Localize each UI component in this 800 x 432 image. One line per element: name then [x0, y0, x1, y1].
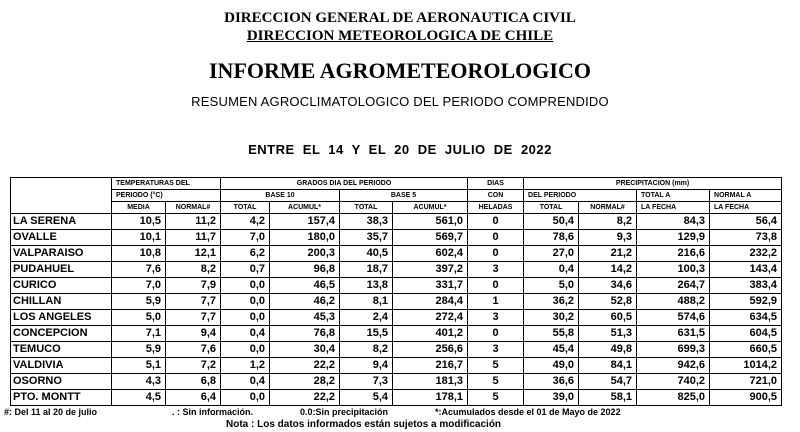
cell-total-fecha: 488,2: [637, 294, 710, 310]
la-fecha-header-1: LA FECHA: [637, 202, 710, 214]
cell-p-total: 55,8: [524, 326, 579, 342]
header-row-2: [11, 190, 782, 202]
report-period: ENTRE EL 14 Y EL 20 DE JULIO DE 2022: [248, 142, 552, 157]
cell-p-normal: 34,6: [579, 278, 637, 294]
cell-p-normal: 49,8: [579, 342, 637, 358]
cell-normal-fecha: 634,5: [710, 310, 782, 326]
media-header: MEDIA: [112, 202, 166, 214]
cell-b10-total: 0,4: [221, 374, 270, 390]
table-row: [11, 358, 782, 374]
cell-b10-total: 0,7: [221, 262, 270, 278]
cell-normal: 7,7: [166, 294, 221, 310]
cell-p-total: 50,4: [524, 214, 579, 230]
table-row: [11, 342, 782, 358]
cell-normal-fecha: 592,9: [710, 294, 782, 310]
note-final: Nota : Los datos informados están sujetos a modificación: [226, 419, 502, 430]
cell-media: 5,9: [112, 294, 166, 310]
header-row-3: [11, 202, 782, 214]
precip-group-header: PRECIPITACION (mm): [524, 178, 782, 190]
cell-station: LA SERENA: [11, 214, 112, 230]
cell-normal: 7,7: [166, 310, 221, 326]
cell-normal-fecha: 900,5: [710, 390, 782, 406]
cell-p-normal: 52,8: [579, 294, 637, 310]
cell-station: VALPARAISO: [11, 246, 112, 262]
cell-b5-acum: 569,7: [393, 230, 468, 246]
cell-b10-total: 0,0: [221, 342, 270, 358]
cell-b10-total: 0,0: [221, 278, 270, 294]
cell-p-normal: 58,1: [579, 390, 637, 406]
cell-p-total: 39,0: [524, 390, 579, 406]
cell-heladas: 3: [468, 262, 524, 278]
cell-b10-acum: 45,3: [270, 310, 340, 326]
cell-normal-fecha: 604,5: [710, 326, 782, 342]
total-precip-header: TOTAL: [524, 202, 579, 214]
cell-b5-total: 7,3: [340, 374, 393, 390]
table-row: [11, 310, 782, 326]
cell-b10-acum: 22,2: [270, 390, 340, 406]
cell-media: 10,8: [112, 246, 166, 262]
cell-normal: 7,9: [166, 278, 221, 294]
cell-b10-acum: 180,0: [270, 230, 340, 246]
cell-b10-total: 0,0: [221, 310, 270, 326]
cell-total-fecha: 699,3: [637, 342, 710, 358]
cell-normal: 7,2: [166, 358, 221, 374]
dias-header-1: DIAS: [468, 178, 524, 190]
cell-heladas: 5: [468, 390, 524, 406]
cell-p-normal: 60,5: [579, 310, 637, 326]
cell-b10-acum: 46,2: [270, 294, 340, 310]
cell-b5-total: 40,5: [340, 246, 393, 262]
cell-b5-total: 2,4: [340, 310, 393, 326]
cell-normal-fecha: 232,2: [710, 246, 782, 262]
cell-station: CURICO: [11, 278, 112, 294]
cell-b10-acum: 22,2: [270, 358, 340, 374]
cell-p-normal: 84,1: [579, 358, 637, 374]
cell-normal: 9,4: [166, 326, 221, 342]
cell-b5-acum: 331,7: [393, 278, 468, 294]
cell-heladas: 5: [468, 374, 524, 390]
cell-total-fecha: 264,7: [637, 278, 710, 294]
table-body: [11, 214, 782, 406]
cell-b5-acum: 272,4: [393, 310, 468, 326]
cell-media: 5,9: [112, 342, 166, 358]
normal-temp-header: NORMAL#: [166, 202, 221, 214]
total-a-header: TOTAL A: [637, 190, 710, 202]
cell-b5-acum: 216,7: [393, 358, 468, 374]
cell-normal: 6,8: [166, 374, 221, 390]
normal-precip-header: NORMAL#: [579, 202, 637, 214]
cell-heladas: 0: [468, 230, 524, 246]
cell-b10-acum: 30,4: [270, 342, 340, 358]
cell-station: TEMUCO: [11, 342, 112, 358]
cell-normal: 6,4: [166, 390, 221, 406]
cell-b5-total: 8,2: [340, 342, 393, 358]
cell-b5-acum: 178,1: [393, 390, 468, 406]
report-title: INFORME AGROMETEOROLOGICO: [209, 58, 591, 83]
cell-p-total: 5,0: [524, 278, 579, 294]
cell-heladas: 1: [468, 294, 524, 310]
cell-total-fecha: 740,2: [637, 374, 710, 390]
cell-b5-total: 18,7: [340, 262, 393, 278]
base10-header: BASE 10: [221, 190, 340, 202]
cell-station: OSORNO: [11, 374, 112, 390]
cell-total-fecha: 129,9: [637, 230, 710, 246]
cell-normal: 11,2: [166, 214, 221, 230]
cell-normal-fecha: 660,5: [710, 342, 782, 358]
cell-b10-acum: 200,3: [270, 246, 340, 262]
cell-p-normal: 9,3: [579, 230, 637, 246]
cell-media: 4,5: [112, 390, 166, 406]
cell-total-fecha: 825,0: [637, 390, 710, 406]
cell-heladas: 0: [468, 278, 524, 294]
cell-heladas: 5: [468, 358, 524, 374]
cell-b10-acum: 96,8: [270, 262, 340, 278]
cell-b5-total: 5,4: [340, 390, 393, 406]
agency-name: DIRECCION GENERAL DE AERONAUTICA CIVIL: [224, 10, 576, 26]
cell-b10-total: 0,4: [221, 326, 270, 342]
cell-b5-acum: 284,4: [393, 294, 468, 310]
table-row: [11, 262, 782, 278]
cell-p-total: 49,0: [524, 358, 579, 374]
cell-b5-total: 35,7: [340, 230, 393, 246]
cell-station: PTO. MONTT: [11, 390, 112, 406]
cell-b10-total: 6,2: [221, 246, 270, 262]
table-row: [11, 230, 782, 246]
temp-group-header: TEMPERATURAS DEL: [112, 178, 221, 190]
cell-p-normal: 54,7: [579, 374, 637, 390]
note-sin-precip: 0.0:Sin precipitación: [300, 407, 389, 417]
cell-b5-total: 38,3: [340, 214, 393, 230]
cell-p-normal: 8,2: [579, 214, 637, 230]
cell-total-fecha: 631,5: [637, 326, 710, 342]
dias-header-3: HELADAS: [468, 202, 524, 214]
total-b5-header: TOTAL: [340, 202, 393, 214]
cell-p-normal: 51,3: [579, 326, 637, 342]
cell-b5-acum: 602,4: [393, 246, 468, 262]
cell-media: 7,1: [112, 326, 166, 342]
cell-heladas: 3: [468, 310, 524, 326]
grados-group-header: GRADOS DIA DEL PERIODO: [221, 178, 468, 190]
cell-heladas: 0: [468, 326, 524, 342]
cell-b5-acum: 256,6: [393, 342, 468, 358]
cell-normal-fecha: 73,8: [710, 230, 782, 246]
cell-total-fecha: 574,6: [637, 310, 710, 326]
table-row: [11, 278, 782, 294]
table-row: [11, 294, 782, 310]
note-normal: #: Del 11 al 20 de julio: [4, 407, 98, 417]
total-b10-header: TOTAL: [221, 202, 270, 214]
cell-heladas: 0: [468, 214, 524, 230]
cell-media: 10,5: [112, 214, 166, 230]
cell-total-fecha: 942,6: [637, 358, 710, 374]
normal-a-header: NORMAL A: [710, 190, 782, 202]
office-name: DIRECCION METEOROLOGICA DE CHILE: [246, 28, 554, 44]
cell-b5-acum: 397,2: [393, 262, 468, 278]
cell-b10-total: 0,0: [221, 390, 270, 406]
cell-normal-fecha: 721,0: [710, 374, 782, 390]
table-row: [11, 214, 782, 230]
dias-header-2: CON: [468, 190, 524, 202]
cell-p-normal: 14,2: [579, 262, 637, 278]
cell-media: 10,1: [112, 230, 166, 246]
temp-group-header-2: PERIODO (°C): [112, 190, 221, 202]
cell-media: 7,6: [112, 262, 166, 278]
cell-b5-total: 15,5: [340, 326, 393, 342]
cell-p-normal: 21,2: [579, 246, 637, 262]
cell-b10-total: 7,0: [221, 230, 270, 246]
cell-heladas: 3: [468, 342, 524, 358]
cell-p-total: 78,6: [524, 230, 579, 246]
cell-normal-fecha: 383,4: [710, 278, 782, 294]
agroclimatic-table: [10, 177, 782, 406]
note-sin-info: . : Sin información.: [172, 407, 254, 417]
acumul-b10-header: ACUMUL*: [270, 202, 340, 214]
acumul-b5-header: ACUMUL*: [393, 202, 468, 214]
cell-station: PUDAHUEL: [11, 262, 112, 278]
cell-normal: 8,2: [166, 262, 221, 278]
cell-b5-total: 13,8: [340, 278, 393, 294]
base5-header: BASE 5: [340, 190, 468, 202]
cell-heladas: 0: [468, 246, 524, 262]
cell-p-total: 45,4: [524, 342, 579, 358]
cell-total-fecha: 216,6: [637, 246, 710, 262]
cell-media: 4,3: [112, 374, 166, 390]
cell-normal-fecha: 143,4: [710, 262, 782, 278]
cell-station: VALDIVIA: [11, 358, 112, 374]
cell-p-total: 30,2: [524, 310, 579, 326]
cell-p-total: 27,0: [524, 246, 579, 262]
table-row: [11, 326, 782, 342]
cell-normal-fecha: 56,4: [710, 214, 782, 230]
cell-b10-acum: 157,4: [270, 214, 340, 230]
note-acumulados: *:Acumulados desde el 01 de Mayo de 2022: [435, 407, 621, 417]
cell-media: 5,1: [112, 358, 166, 374]
cell-station: LOS ANGELES: [11, 310, 112, 326]
cell-b10-total: 4,2: [221, 214, 270, 230]
cell-total-fecha: 100,3: [637, 262, 710, 278]
cell-b5-total: 8,1: [340, 294, 393, 310]
cell-b5-acum: 561,0: [393, 214, 468, 230]
cell-b5-total: 9,4: [340, 358, 393, 374]
la-fecha-header-2: LA FECHA: [710, 202, 782, 214]
table-row: [11, 390, 782, 406]
cell-normal: 11,7: [166, 230, 221, 246]
cell-media: 7,0: [112, 278, 166, 294]
cell-total-fecha: 84,3: [637, 214, 710, 230]
cell-normal: 12,1: [166, 246, 221, 262]
cell-p-total: 0,4: [524, 262, 579, 278]
cell-b5-acum: 181,3: [393, 374, 468, 390]
cell-media: 5,0: [112, 310, 166, 326]
cell-b10-acum: 46,5: [270, 278, 340, 294]
table-row: [11, 246, 782, 262]
cell-normal-fecha: 1014,2: [710, 358, 782, 374]
cell-station: OVALLE: [11, 230, 112, 246]
cell-station: CONCEPCION: [11, 326, 112, 342]
table-row: [11, 374, 782, 390]
cell-b5-acum: 401,2: [393, 326, 468, 342]
report-subtitle: RESUMEN AGROCLIMATOLOGICO DEL PERIODO COMPRENDIDO: [191, 94, 609, 109]
cell-normal: 7,6: [166, 342, 221, 358]
cell-b10-acum: 76,8: [270, 326, 340, 342]
cell-b10-total: 1,2: [221, 358, 270, 374]
del-periodo-header: DEL PERIODO: [524, 190, 637, 202]
cell-b10-acum: 28,2: [270, 374, 340, 390]
cell-p-total: 36,2: [524, 294, 579, 310]
cell-p-total: 36,6: [524, 374, 579, 390]
header-row-1: [11, 178, 782, 190]
cell-b10-total: 0,0: [221, 294, 270, 310]
cell-station: CHILLAN: [11, 294, 112, 310]
